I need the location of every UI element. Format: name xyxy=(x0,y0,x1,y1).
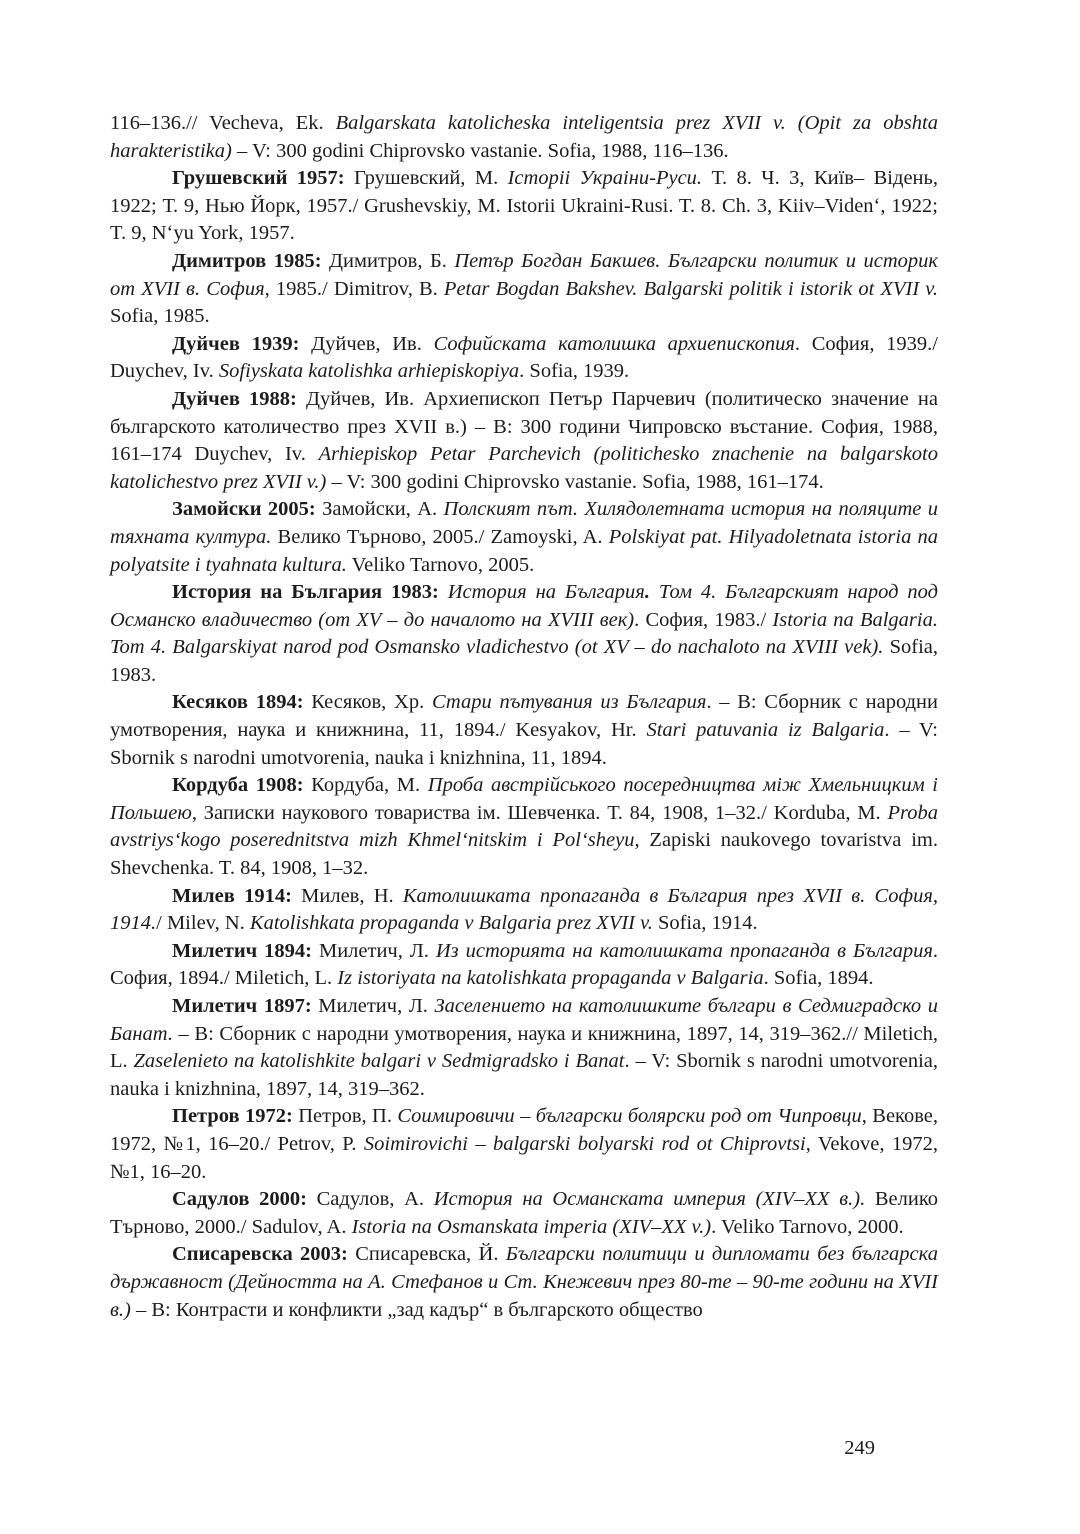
entry-text: Кесяков, Хр. xyxy=(303,691,432,714)
bibliography-entry xyxy=(110,938,938,993)
entry-title: Заселението на католишките българи в Седмиградско и Банат. xyxy=(110,995,939,1045)
bibliography-entry xyxy=(110,386,938,496)
entry-text: . Sofia, 1939. xyxy=(519,360,630,383)
entry-title: Iz istoriyata na katolishkata propaganda v Balgaria xyxy=(337,967,764,990)
entry-key: Дуйчев 1939: xyxy=(172,332,300,355)
entry-text: 116–136.// Vecheva, Ek. xyxy=(110,112,336,134)
entry-key: Дуйчев 1988: xyxy=(172,387,297,410)
entry-title: Sofiyskata katolishka arhiepiskopiya xyxy=(218,360,520,383)
entry-text: Дуйчев, Ив. Архиепископ Петър Парчевич (политическо значение на българското католичество през XVII в.) – В: 300 години Чипровско въстание. София, 1988, 161–174 Duychev, Iv. xyxy=(110,387,938,466)
entry-title: Petar Bogdan Bakshev. Balgarski politik i istorik ot XVII v. xyxy=(443,277,938,300)
entry-key: Списаревска 2003: xyxy=(172,1243,348,1266)
entry-text: – В: Сборник с народни умотворения, наука и книжнина, 1897, 14, 319–362.// Miletich, L. xyxy=(110,1022,938,1073)
entry-text: Милев, Н. xyxy=(291,884,403,907)
entry-text: . София, 1939./ Duychev, Iv. xyxy=(110,332,938,383)
entry-title: Соимировичи – български болярски род от Чипровци xyxy=(397,1105,862,1128)
entry-title: Katolishkata propaganda v Balgaria prez XVII v. xyxy=(249,912,653,935)
entry-title: Из историята на католишката пропаганда в България xyxy=(435,939,933,962)
entry-text: Милетич, Л. xyxy=(311,995,435,1017)
entry-title: Католишката пропаганда в България през XVII в. София, 1914. xyxy=(110,884,938,935)
entry-text: Замойски, А. xyxy=(315,498,444,521)
entry-text: . – V: Sbornik s narodni umotvorenia, nauka i knizhnina, 1897, 14, 319–362. xyxy=(110,1050,938,1100)
entry-title: История на България xyxy=(447,581,645,604)
entry-text: Велико Търново, 2000./ Sadulov, A. xyxy=(110,1188,938,1238)
entry-title: Проба австрійського посередництва між Хмельницким і Польшею xyxy=(110,774,938,824)
entry-title: Istoria na Balgaria. Tom 4. Balgarskiyat narod pod Osmansko vladichestvo (ot XV – do nachaloto na XVIII vek). xyxy=(110,608,938,659)
bibliography xyxy=(110,110,938,1324)
entry-title: Polskiyat pat. Hilyadoletnata istoria na polyatsite i tyahnata kultura. xyxy=(110,525,938,576)
entry-key: Димитров 1985: xyxy=(172,249,322,272)
entry-text: Т. 8. Ч. 3, Київ– Відень, 1922; Т. 9, Нью Йорк, 1957./ Grushevskiy, M. Istorii Ukraini-Rusi. T. 8. Ch. 3, Kiiv–Viden‘, 1922; T. 9, N‘yu York, 1957. xyxy=(110,167,938,245)
entry-text: – В: Контрасти и конфликти „зад кадър“ в българското общество xyxy=(130,1298,703,1321)
entry-key: Замойски 2005: xyxy=(172,498,316,521)
bibliography-entry xyxy=(110,496,938,579)
entry-text: . София, 1894./ Miletich, L. xyxy=(110,939,939,990)
entry-title: Софийската католишка архиепископия xyxy=(433,332,795,355)
entry-title: Stari patuvania iz Balgaria xyxy=(646,719,885,742)
entry-text: Садулов, А. xyxy=(306,1188,434,1211)
bibliography-entry xyxy=(110,993,938,1103)
bibliography-entry xyxy=(110,1186,938,1241)
entry-title: Soimirovichi – balgarski bolyarski rod ot Chiprovtsi xyxy=(363,1132,806,1155)
entry-text: , 1985./ Dimitrov, B. xyxy=(264,277,444,300)
bibliography-entry xyxy=(110,579,938,689)
entry-title: Полският път. Хилядолетната история на поляците и тяхната култура. xyxy=(110,498,939,548)
entry-text: Велико Търново, 2005./ Zamoyski, A. xyxy=(271,525,609,548)
entry-text: / Milev, N. xyxy=(156,912,250,935)
entry-text: Петров, П. xyxy=(292,1105,398,1128)
entry-key: Грушевский 1957: xyxy=(172,167,345,190)
entry-key: Кордуба 1908: xyxy=(172,774,304,797)
entry-text: Грушевский, М. xyxy=(344,167,508,190)
entry-text: , Векове, 1972, №1, 16–20./ Petrov, P. xyxy=(110,1105,938,1155)
entry-key: Милетич 1894: xyxy=(172,939,312,962)
entry-title: Том 4. Българският народ под Османско владичество (от XV – до началото на XVIII век) xyxy=(110,581,939,631)
entry-text: , Zapiski naukovego tovaristva im. Shevchenka. T. 84, 1908, 1–32. xyxy=(110,829,939,880)
entry-text: Кордуба, М. xyxy=(303,774,428,797)
bibliography-entry-continued xyxy=(110,110,938,165)
entry-text: . – В: Сборник с народни умотворения, наука и книжнина, 11, 1894./ Kesyakov, Hr. xyxy=(110,691,938,742)
entry-key: Кесяков 1894: xyxy=(172,691,304,714)
entry-text: , Записки наукового товариства ім. Шевченка. Т. 84, 1908, 1–32./ Korduba, M. xyxy=(191,801,888,824)
bibliography-entry xyxy=(110,331,938,386)
entry-key: Милев 1914: xyxy=(172,884,292,907)
entry-text: Sofia, 1914. xyxy=(652,912,758,935)
bibliography-entry xyxy=(110,883,938,938)
entry-text: Sofia, 1985. xyxy=(110,305,210,328)
entry-text: Милетич, Л. xyxy=(312,939,436,962)
entry-text: . – V: Sbornik s narodni umotvorenia, nauka i knizhnina, 11, 1894. xyxy=(110,719,938,769)
page-number: 249 xyxy=(844,1437,875,1459)
entry-text: . Veliko Tarnovo, 2000. xyxy=(711,1215,904,1238)
entry-key: Садулов 2000: xyxy=(172,1188,307,1211)
entry-text: – V: 300 godini Chiprovsko vastanie. Sofia, 1988, 161–174. xyxy=(326,470,824,493)
entry-title: Петър Богдан Бакшев. Български политик и историк от XVII в. София xyxy=(110,249,938,300)
entry-title: Balgarskata katolicheska inteligentsia prez XVII v. (Opit za obshta harakteristika) xyxy=(110,112,938,162)
bibliography-entry xyxy=(110,1241,938,1324)
entry-title: Български политици и дипломати без българска държавност (Дейността на А. Стефанов и Ст. Кнежевич през 80-те – 90-те години на XVII в.) xyxy=(110,1243,938,1321)
entry-key: Милетич 1897: xyxy=(172,995,312,1017)
entry-title: . xyxy=(644,581,650,604)
entry-key: Петров 1972: xyxy=(172,1105,293,1128)
entry-text: . Sofia, 1894. xyxy=(763,967,874,990)
bibliography-entry xyxy=(110,689,938,772)
entry-title: Історіі Украіни-Руси. xyxy=(507,167,703,190)
bibliography-entry xyxy=(110,165,938,248)
bibliography-entry xyxy=(110,772,938,882)
entry-text: Sofia, 1983. xyxy=(110,636,938,686)
entry-text: Veliko Tarnovo, 2005. xyxy=(346,553,535,576)
entry-key: История на България 1983: xyxy=(172,581,439,604)
entry-text: , Vekove, 1972, №1, 16–20. xyxy=(110,1132,938,1183)
entry-text: Дуйчев, Ив. xyxy=(299,332,434,355)
entry-text: Списаревска, Й. xyxy=(347,1243,506,1266)
entry-title: Стари пътувания из България xyxy=(431,691,707,714)
entry-text xyxy=(439,581,448,603)
entry-text: – V: 300 godini Chiprovsko vastanie. Sofia, 1988, 116–136. xyxy=(231,139,729,162)
entry-title: Istoria na Osmanskata imperia (XIV–XX v.) xyxy=(351,1215,712,1238)
entry-title: Zaselenieto na katolishkite balgari v Sedmigradsko i Banat xyxy=(133,1050,625,1073)
entry-text: . София, 1983./ xyxy=(634,608,773,631)
entry-text: Димитров, Б. xyxy=(321,249,455,272)
bibliography-entry xyxy=(110,248,938,331)
entry-title: Arhiepiskop Petar Parchevich (politichesko znachenie na balgarskoto katolichestvo prez XVII v.) xyxy=(110,443,939,493)
entry-title: История на Османската империя (XIV–XX в.). xyxy=(433,1188,866,1211)
entry-title: Proba avstriys‘kogo poserednitstva mizh Khmel‘nitskim i Pol‘sheyu xyxy=(110,801,938,852)
bibliography-entry xyxy=(110,1103,938,1186)
